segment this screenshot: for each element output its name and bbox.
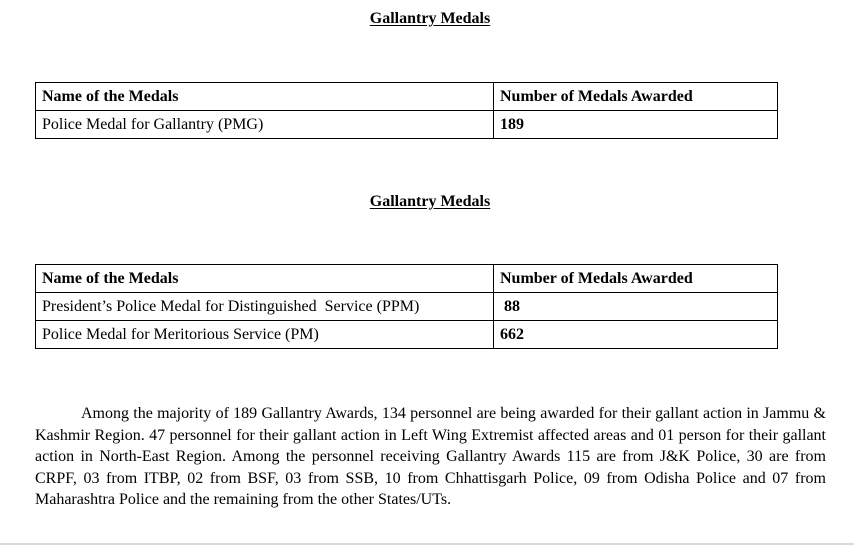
section-1-heading: Gallantry Medals: [369, 10, 491, 27]
gallantry-medals-table: [35, 82, 778, 139]
medal-name-cell: Police Medal for Gallantry (PMG): [36, 111, 494, 139]
column-header-medals-awarded: Number of Medals Awarded: [494, 265, 778, 293]
column-header-medals-awarded: Number of Medals Awarded: [494, 83, 778, 111]
medal-name-cell: President’s Police Medal for Distinguished Service (PPM): [36, 293, 494, 321]
table-row: [36, 293, 778, 321]
section-2-heading: Gallantry Medals: [369, 193, 491, 210]
column-header-medal-name: Name of the Medals: [36, 265, 494, 293]
summary-paragraph: Among the majority of 189 Gallantry Awards, 134 personnel are being awarded for their gallant action in Jammu & Kashmir Region. 47 personnel for their gallant action in Left Wing Extremist affected areas and 01 person for their gallant action in North-East Region. Among the personnel receiving Gallantry Awards 115 are from J&K Police, 30 are from CRPF, 03 from ITBP, 02 from BSF, 03 from SSB, 10 from Chhattisgarh Police, 09 from Odisha Police and 07 from Maharashtra Police and the remaining from the other States/UTs.: [35, 405, 826, 508]
medal-count-cell: 88: [494, 293, 778, 321]
column-header-medal-name: Name of the Medals: [36, 83, 494, 111]
table-header-row: [36, 265, 778, 293]
service-medals-table: [35, 264, 778, 349]
medal-count-cell: 662: [494, 321, 778, 349]
table-row: [36, 321, 778, 349]
medal-count-cell: 189: [494, 111, 778, 139]
table-header-row: [36, 83, 778, 111]
page-bottom-divider: [0, 543, 854, 545]
medal-name-cell: Police Medal for Meritorious Service (PM): [36, 321, 494, 349]
table-row: [36, 111, 778, 139]
